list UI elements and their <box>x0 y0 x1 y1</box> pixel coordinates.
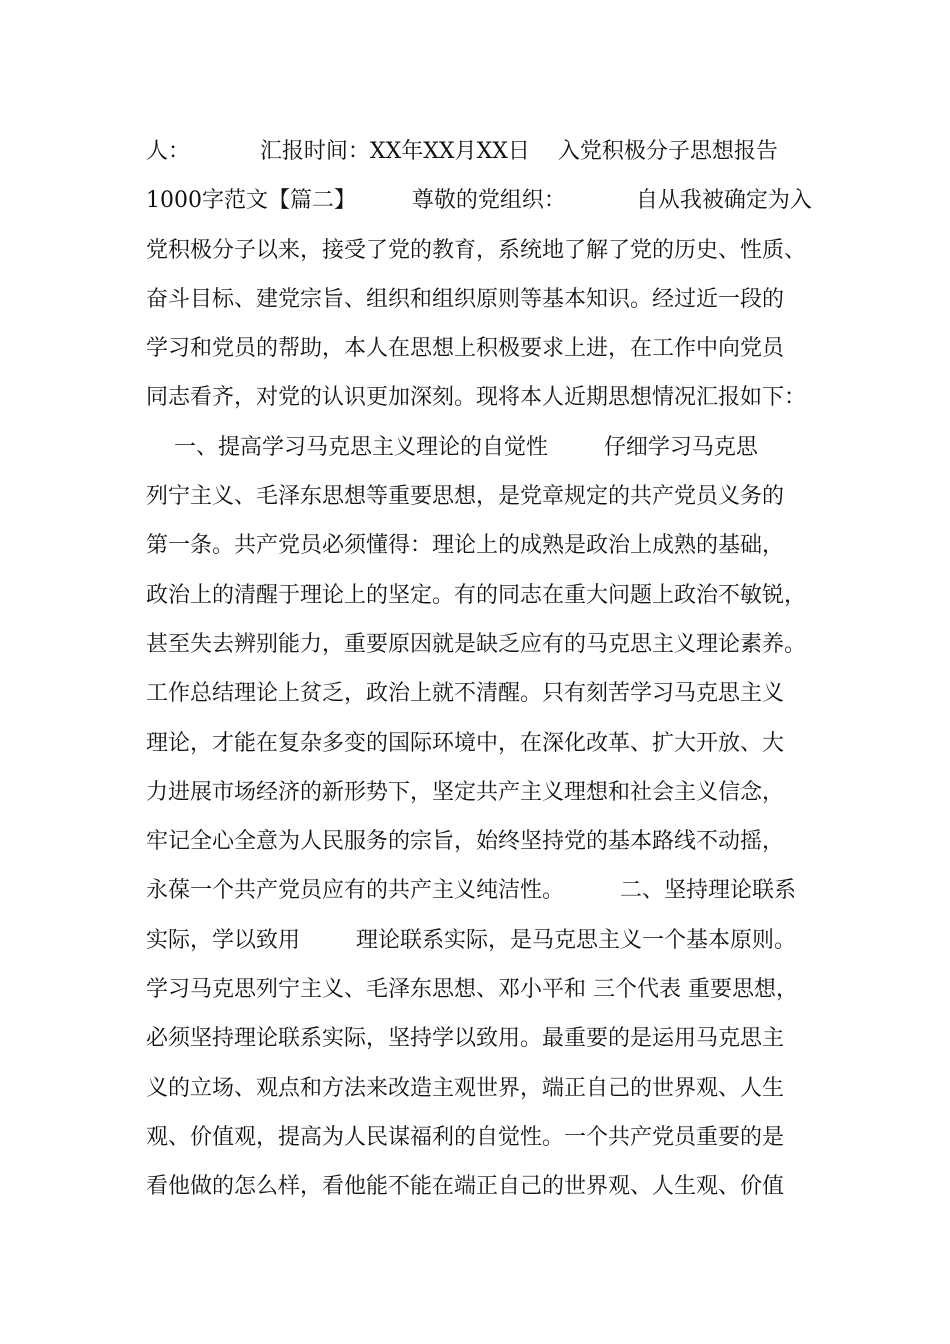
text-line: 理论，才能在复杂多变的国际环境中，在深化改革、扩大开放、大 <box>146 730 785 756</box>
text-line: 列宁主义、毛泽东思想等重要思想，是党章规定的共产党员义务的 <box>146 484 785 510</box>
body-text <box>146 132 836 1217</box>
text-line: 看他做的怎么样，看他能不能在端正自己的世界观、人生观、价值 <box>146 1174 785 1200</box>
text-line: 人： 汇报时间：XX年XX月XX日 入党积极分子思想报告 <box>146 139 778 164</box>
text-line: 甚至失去辨别能力，重要原因就是缺乏应有的马克思主义理论素养。 <box>146 631 807 657</box>
text-line: 必须坚持理论联系实际，坚持学以致用。最重要的是运用马克思主 <box>146 1026 785 1052</box>
text-line: 党积极分子以来，接受了党的教育，系统地了解了党的历史、性质、 <box>146 237 807 263</box>
text-line: 工作总结理论上贫乏，政治上就不清醒。只有刻苦学习马克思主义 <box>146 681 785 707</box>
text-line: 永葆一个共产党员应有的共产主义纯洁性。 二、坚持理论联系 <box>146 878 796 904</box>
text-line: 学习马克思列宁主义、毛泽东思想、邓小平和 三个代表 重要思想， <box>146 977 798 1003</box>
text-line: 奋斗目标、建党宗旨、组织和组织原则等基本知识。经过近一段的 <box>146 286 785 312</box>
text-line: 一、提高学习马克思主义理论的自觉性 仔细学习马克思 <box>146 434 758 460</box>
text-line: 第一条。共产党员必须懂得：理论上的成熟是政治上成熟的基础， <box>146 533 785 559</box>
text-line: 1000字范文【篇二】 尊敬的党组织： 自从我被确定为入 <box>146 188 812 214</box>
text-line: 义的立场、观点和方法来改造主观世界，端正自己的世界观、人生 <box>146 1075 785 1101</box>
text-line: 学习和党员的帮助，本人在思想上积极要求上进，在工作中向党员 <box>146 336 785 362</box>
text-line: 政治上的清醒于理论上的坚定。有的同志在重大问题上政治不敏锐， <box>146 582 807 608</box>
text-line: 牢记全心全意为人民服务的宗旨，始终坚持党的基本路线不动摇， <box>146 829 785 855</box>
text-line: 观、价值观，提高为人民谋福利的自觉性。一个共产党员重要的是 <box>146 1124 785 1150</box>
text-line: 实际，学以致用 理论联系实际，是马克思主义一个基本原则。 <box>146 927 796 953</box>
text-line: 同志看齐，对党的认识更加深刻。现将本人近期思想情况汇报如下： <box>146 385 807 411</box>
text-line: 力进展市场经济的新形势下，坚定共产主义理想和社会主义信念， <box>146 779 785 805</box>
